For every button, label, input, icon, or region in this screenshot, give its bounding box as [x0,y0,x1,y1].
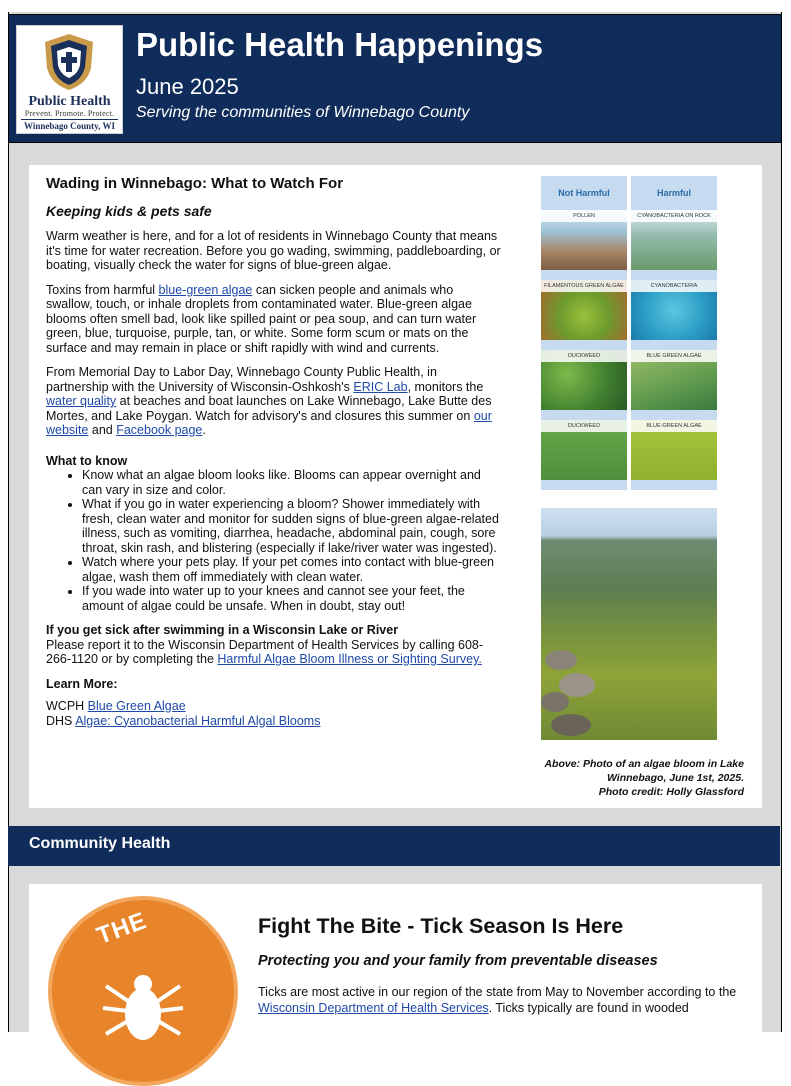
tile-caption: POLLEN [541,210,627,222]
comparison-tile [631,420,717,480]
article-subtitle: Keeping kids & pets safe [46,203,212,219]
shield-icon [43,32,95,92]
newsletter-tagline: Serving the communities of Winnebago County [136,104,470,121]
not-harmful-panel [541,176,627,490]
section-header-community-health [8,826,780,866]
text: , monitors the [407,379,484,394]
not-harmful-label: Not Harmful [558,188,610,198]
paragraph-ticks [258,984,753,1016]
water-quality-link[interactable]: water quality [46,394,117,408]
list-item: • What if you go in water experiencing a bloom? Shower immediately with fresh, clean water and monitor for sudden signs of blue-green algae-related illness, such as vomiting, diarrhea, headache, abdominal pain, cough, sore throat, skin rash, and blistering (especially if lake/river water was ingested). [82,497,501,555]
paragraph-intro: Warm weather is here, and for a lot of residents in Winnebago County that means it's time for water recreation. Before you go wading, swimming, paddleboarding, or boating, visually check the water for signs of blue-green algae. [46,229,501,272]
caption-line: Photo credit: Holly Glassford [598,786,744,798]
text: can sicken people and animals who swallow, touch, or inhale droplets from contaminated water. Blue-green algae blooms often smell bad, look like spilled paint or pea soup, and can turn water green, blue, turquoise, purple, tan, or white. Some form scum or mats on the surface and may remain in place or shift rapidly with wind and currents. [46,282,477,355]
comparison-tile [541,350,627,410]
our-website-link[interactable]: our website [46,408,492,437]
comparison-tile [541,420,627,480]
caption-line: Above: Photo of an algae bloom in Lake [544,758,744,770]
paragraph-monitoring [46,365,501,438]
section-title: Community Health [29,835,171,852]
survey-link[interactable]: Harmful Algae Bloom Illness or Sighting Survey. [217,652,482,666]
wcph-algae-link[interactable]: Blue Green Algae [87,699,186,713]
text: at beaches and boat launches on Lake Winnebago, Lake Butte des Mortes, and Lake Poygan. Watch for advisory's and closures this summer on [46,394,492,423]
text: WCPH [46,699,88,713]
tile-caption: DUCKWEED [541,420,627,432]
article-algae [46,175,501,728]
text: Ticks are most active in our region of the state from May to November according to the [258,985,737,999]
eric-lab-link[interactable]: ERIC Lab [353,379,408,394]
photo-caption [520,757,744,799]
list-item: • If you wade into water up to your knees and cannot see your feet, the amount of algae could be unsafe. When in doubt, stay out! [82,584,501,613]
tile-caption: BLUE GREEN ALGAE [631,350,717,362]
harmful-panel [631,176,717,490]
text: Please report it to the Wisconsin Department of Health Services by calling 608-266-1120 or by completing the [46,637,484,666]
article-subtitle: Protecting you and your family from preventable diseases [258,953,658,969]
text: DHS [46,713,76,728]
text: Toxins from harmful [46,282,159,297]
blue-green-algae-link[interactable]: blue-green algae [158,282,253,297]
badge-text: THE [93,907,151,950]
text: . Ticks typically are found in wooded [488,1001,689,1015]
tile-caption: FILAMENTOUS GREEN ALGAE [541,280,627,292]
article-title: Fight The Bite - Tick Season Is Here [258,914,624,938]
list-item: • Know what an algae bloom looks like. Blooms can appear overnight and can vary in size and color. [82,468,501,497]
paragraph-toxins [46,283,501,356]
what-to-know-list [46,468,501,613]
caption-line: Winnebago, June 1st, 2025. [606,772,744,784]
public-health-logo [16,25,123,134]
text: From Memorial Day to Labor Day, Winnebago County Public Health, in partnership with the University of Wisconsin-Oshkosh's [46,365,437,394]
sick-heading: If you get sick after swimming in a Wisconsin Lake or River [46,623,399,637]
learn-more-item [46,714,501,729]
what-to-know-heading: What to know [46,453,128,468]
tile-caption: CYANOBACTERIA ON ROCK [631,210,717,222]
comparison-tile [631,350,717,410]
text: . [202,423,206,437]
article-title: Wading in Winnebago: What to Watch For [46,175,344,192]
facebook-page-link[interactable]: Facebook page [116,423,203,437]
tile-caption: CYANOBACTERIA [631,280,717,292]
comparison-tile [631,280,717,340]
learn-more-item [46,699,501,714]
learn-more-heading: Learn More: [46,676,118,691]
harmful-label: Harmful [656,188,691,198]
comparison-tile [541,280,627,340]
issue-date: June 2025 [136,74,239,99]
logo-tagline: Prevent. Promote. Protect. [24,109,115,118]
logo-name: Public Health [28,94,111,109]
comparison-tile [631,210,717,270]
paragraph-report [46,638,501,667]
logo-county: Winnebago County, WI [21,119,118,131]
tile-caption: DUCKWEED [541,350,627,362]
text: and [88,423,117,437]
tile-caption: BLUE-GREEN ALGAE [631,420,717,432]
comparison-tile [541,210,627,270]
rocks-icon [541,630,601,740]
wi-dhs-link[interactable]: Wisconsin Department of Health Services [258,1001,489,1015]
article-ticks [258,913,753,1016]
dhs-algae-link[interactable]: Algae: Cyanobacterial Harmful Algal Blooms [75,713,321,728]
list-item: • Watch where your pets play. If your pet comes into contact with blue-green algae, wash them off immediately with clean water. [82,555,501,584]
newsletter-title: Public Health Happenings [136,26,544,63]
